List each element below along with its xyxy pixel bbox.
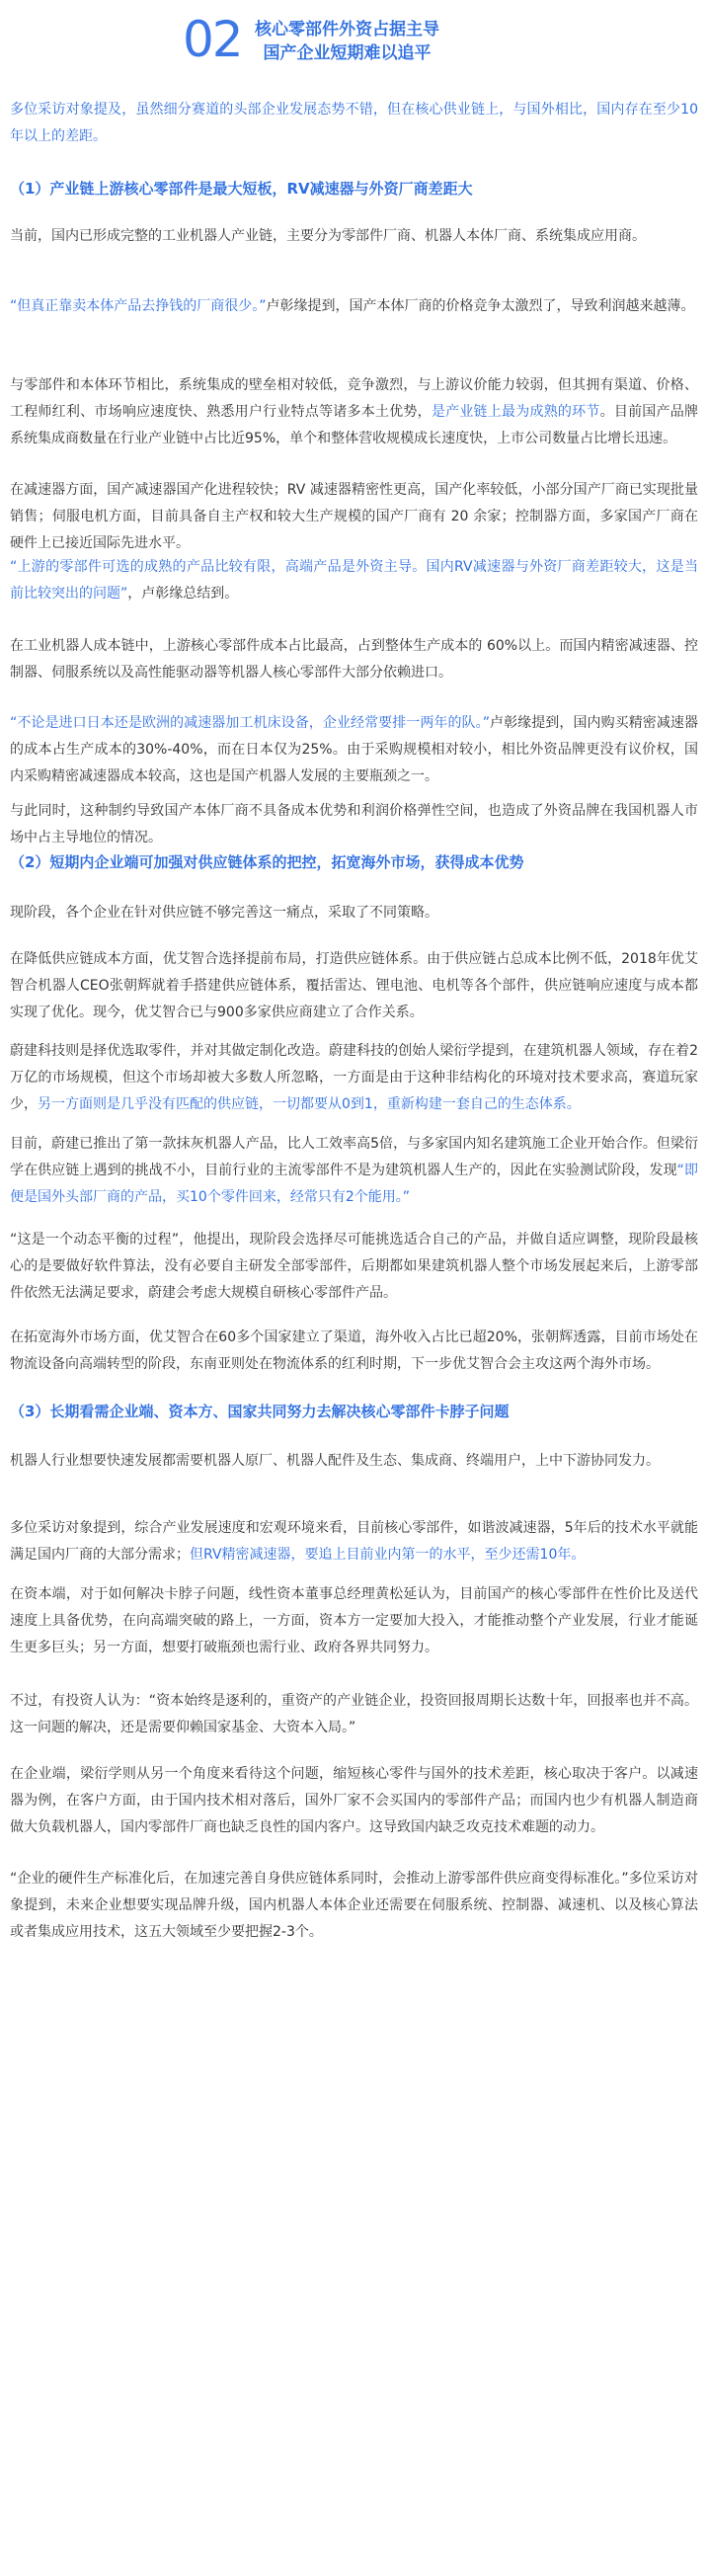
- highlighted-text: 但RV精密减速器，要追上目前业内第一的水平，至少还需10年。: [190, 1547, 586, 1563]
- paragraph-text: 在企业端，梁衍学则从另一个角度来看待这个问题，缩短核心零件与国外的技术差距，核心取决于客户。以减速器为例，在客户方面，由于国内技术相对落后，国外厂家不会买国内的零部件产品；而国内也少有机器人制造商做大负载机器人，国内零部件厂商也缺乏良性的国内客户。这导致国内缺乏攻克技术难题的动力。: [10, 1766, 698, 1835]
- paragraph: [10, 1515, 698, 1569]
- paragraph: [10, 710, 698, 790]
- highlighted-text: 另一方面则是几乎没有匹配的供应链，一切都要从0到1，重新构建一套自己的生态体系。: [38, 1096, 581, 1112]
- highlighted-text: “不论是进口日本还是欧洲的减速器加工机床设备，企业经常要排一两年的队。”: [10, 715, 490, 731]
- paragraph: [10, 293, 698, 320]
- subsection-heading-text: （2）短期内企业端可加强对供应链体系的把控，拓宽海外市场，获得成本优势: [10, 853, 524, 871]
- paragraph-text: “企业的硬件生产标准化后，在加速完善自身供应链体系同时，会推动上游零部件供应商变得标准化。”: [10, 1871, 629, 1887]
- paragraph: [10, 1448, 698, 1475]
- paragraph: [10, 1131, 698, 1211]
- paragraph: [10, 1325, 698, 1378]
- paragraph-text: 在资本端，对于如何解决卡脖子问题，线性资本董事总经理黄松延认为，目前国产的核心零部件在性价比及送代速度上具备优势，在向高端突破的路上，一方面，资本方一定要加大投入，才能推动整个产业发展，行业才能诞生更多巨头；另一方面，想要打破瓶颈也需行业、政府各界共同努力。: [10, 1586, 698, 1655]
- highlighted-text: “上游的零部件可选的成熟的产品比较有限，高端产品是外资主导。国内RV减速器与外资厂商差距较大，这是当前比较突出的问题”: [10, 559, 698, 602]
- subsection-heading-text: （1）产业链上游核心零部件是最大短板，RV减速器与外资厂商差距大: [10, 180, 473, 198]
- subsection-heading: [10, 176, 698, 203]
- paragraph-text: 在降低供应链成本方面，优艾智合选择提前布局，打造供应链体系。由于供应链占总成本比例不低，2018年优艾智合机器人CEO张朝辉就着手搭建供应链体系，覆括雷达、锂电池、电机等各个部件，供应链响应速度与成本都实现了优化。现今，优艾智合已与900多家供应商建立了合作关系。: [10, 951, 698, 1020]
- highlighted-text: 多位采访对象提及，虽然细分赛道的头部企业发展态势不错，但在核心供业链上，与国外相比，国内存在至少10年以上的差距。: [10, 102, 698, 144]
- paragraph-text: 机器人行业想要快速发展都需要机器人原厂、机器人配件及生态、集成商、终端用户，上中下游协同发力。: [10, 1453, 660, 1469]
- paragraph: [10, 900, 698, 926]
- paragraph: [10, 946, 698, 1026]
- paragraph-text: 现阶段，各个企业在针对供应链不够完善这一痛点，采取了不同策略。: [10, 905, 438, 921]
- section-number: 02: [183, 11, 242, 68]
- paragraph-text: 在减速器方面，国产减速器国产化进程较快；RV 减速器精密性更高，国产化率较低，小部分国产厂商已实现批量销售；伺服电机方面，目前具备自主产权和较大生产规模的国产厂商有 20 余家；控制器方面，多家国产厂商在硬件上已接近国际先进水平。: [10, 482, 698, 551]
- paragraph: [10, 1688, 698, 1741]
- paragraph-text: 当前，国内已形成完整的工业机器人产业链，主要分为零部件厂商、机器人本体厂商、系统集成应用商。: [10, 228, 646, 244]
- highlighted-text: “即便是国外头部厂商的产品，买10个零件回来，经常只有2个能用。”: [10, 1163, 698, 1205]
- paragraph-text: 卢彰缘提到，国产本体厂商的价格竞争太激烈了，导致利润越来越薄。: [266, 298, 695, 314]
- paragraph-text: 多位采访对象提到，综合产业发展速度和宏观环境来看，目前核心零部件，如谐波减速器，5年后的技术水平就能满足国内厂商的大部分需求；: [10, 1520, 698, 1563]
- paragraph-text: 在拓宽海外市场方面，优艾智合在60多个国家建立了渠道，海外收入占比已超20%，张朝辉透露，目前市场处在物流设备向高端转型的阶段，东南亚则处在物流体系的红利时期，下一步优艾智合会主攻这两个海外市场。: [10, 1329, 698, 1372]
- subsection-heading-text: （3）长期看需企业端、资本方、国家共同努力去解决核心零部件卡脖子问题: [10, 1403, 510, 1420]
- paragraph: [10, 477, 698, 557]
- paragraph-text: 不过，有投资人认为：“资本始终是逐利的，重资产的产业链企业，投资回报周期长达数十年，回报率也并不高。这一问题的解决，还是需要仰赖国家基金、大资本入局。”: [10, 1693, 698, 1735]
- section-title-line2: 国产企业短期难以追平: [263, 43, 432, 63]
- paragraph-text: 多位采访对象提到，未来企业想要实现品牌升级，国内机器人本体企业还需要在伺服系统、控制器、减速机、以及核心算法或者集成应用技术，这五大领域至少要把握2-3个。: [10, 1871, 698, 1940]
- paragraph-text: 与此同时，这种制约导致国产本体厂商不具备成本优势和利润价格弹性空间，也造成了外资品牌在我国机器人市场中占主导地位的情况。: [10, 803, 698, 845]
- section-title-line1: 核心零部件外资占据主导: [255, 20, 439, 40]
- section-header: [0, 0, 708, 87]
- paragraph: [10, 1038, 698, 1118]
- paragraph-text: “这是一个动态平衡的过程”，他提出，现阶段会选择尽可能挑选适合自己的产品，并做自适应调整，现阶段最核心的是要做好软件算法，没有必要自主研发全部零部件，后期都如果建筑机器人整个市场发展起来后，上游零部件依然无法满足要求，蔚建会考虑大规模自研核心零部件产品。: [10, 1232, 698, 1301]
- paragraph-text: 。目前国产品牌系统集成商数量在行业产业链中占比近95%，单个和整体营收规模成长速度快，上市公司数量占比增长迅速。: [10, 404, 698, 446]
- paragraph: [10, 1581, 698, 1661]
- paragraph: [10, 223, 698, 250]
- subsection-heading: [10, 1399, 698, 1426]
- section-title: [255, 18, 439, 65]
- highlighted-text: 是产业链上最为成熟的环节: [431, 404, 600, 420]
- paragraph-text: 与零部件和本体环节相比，系统集成的壁垒相对较低，竞争激烈，与上游议价能力较弱，但其拥有渠道、价格、工程师红利、市场响应速度快、熟悉用户行业特点等诸多本土优势，: [10, 377, 698, 420]
- paragraph: [10, 97, 698, 150]
- subsection-heading: [10, 849, 698, 877]
- paragraph: [10, 554, 698, 607]
- paragraph: [10, 1866, 698, 1946]
- paragraph: [10, 633, 698, 686]
- paragraph: [10, 1227, 698, 1307]
- paragraph: [10, 798, 698, 851]
- paragraph-text: 卢彰缘提到，国内购买精密减速器的成本占生产成本的30%-40%，而在日本仅为25%。由于采购规模相对较小，相比外资品牌更没有议价权，国内采购精密减速器成本较高，这也是国产机器人发展的主要瓶颈之一。: [10, 715, 698, 784]
- paragraph: [10, 1761, 698, 1841]
- paragraph-text: 在工业机器人成本链中，上游核心零部件成本占比最高，占到整体生产成本的 60%以上。而国内精密减速器、控制器、伺服系统以及高性能驱动器等机器人核心零部件大部分依赖进口。: [10, 638, 698, 681]
- paragraph-text: ，卢彰缘总结到。: [127, 586, 239, 602]
- paragraph-text: 蔚建科技则是择优选取零件，并对其做定制化改造。蔚建科技的创始人梁衍学提到，在建筑机器人领域，存在着2万亿的市场规模，但这个市场却被大多数人所忽略，一方面是由于这种非结构化的环境对技术要求高，赛道玩家少，: [10, 1043, 698, 1112]
- paragraph: [10, 372, 698, 452]
- highlighted-text: “但真正靠卖本体产品去挣钱的厂商很少。”: [10, 298, 267, 314]
- paragraph-text: 目前，蔚建已推出了第一款抹灰机器人产品，比人工效率高5倍，与多家国内知名建筑施工企业开始合作。但梁衍学在供应链上遇到的挑战不小，目前行业的主流零部件不是为建筑机器人生产的，因此在实验测试阶段，发现: [10, 1136, 698, 1178]
